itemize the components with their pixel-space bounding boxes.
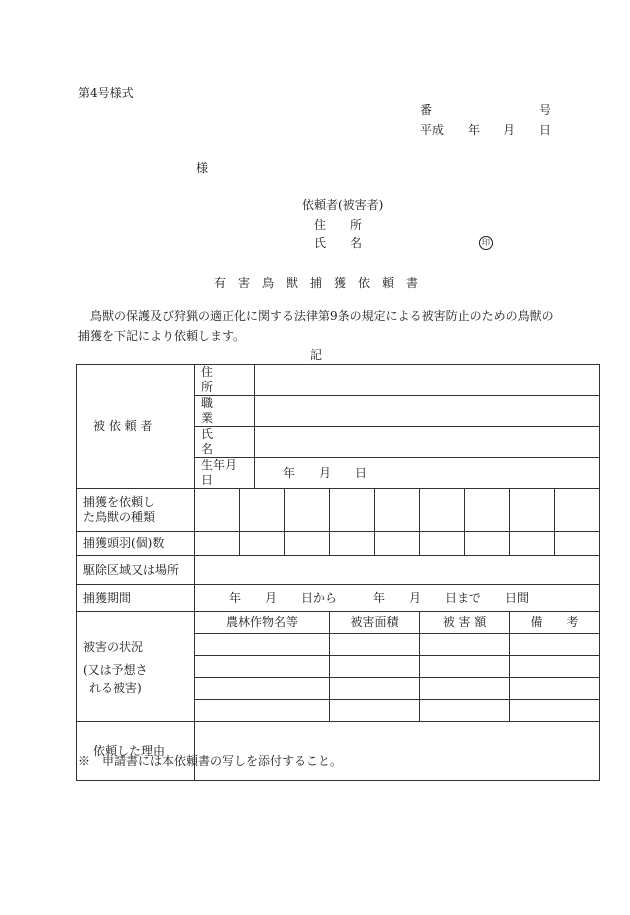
damage-cell[interactable] (330, 634, 420, 656)
requester-address-label: 住 所 (314, 218, 363, 232)
document-title: 有 害 鳥 獣 捕 獲 依 頼 書 (214, 276, 419, 290)
damage-cell[interactable] (195, 656, 330, 678)
document-number-label-start: 番 (420, 103, 433, 117)
damage-cell[interactable] (330, 678, 420, 700)
damage-cell[interactable] (510, 634, 600, 656)
damage-cell[interactable] (420, 656, 510, 678)
birthdate-field[interactable]: 年 月 日 (255, 458, 600, 489)
damage-cell[interactable] (510, 678, 600, 700)
date-day: 日 (539, 123, 552, 137)
date-month: 月 (503, 123, 516, 137)
form-number: 第4号様式 (78, 86, 134, 100)
count-cell[interactable] (375, 532, 420, 556)
species-cell[interactable] (555, 489, 600, 532)
species-cell[interactable] (420, 489, 465, 532)
request-table (76, 364, 600, 781)
attachment-note: ※ 申請書には本依頼書の写しを添付すること。 (78, 754, 343, 768)
species-cell[interactable] (330, 489, 375, 532)
occupation-field[interactable] (255, 396, 600, 427)
damage-cell[interactable] (330, 656, 420, 678)
name-label-cell: 氏 名 (195, 427, 255, 458)
species-cell[interactable] (510, 489, 555, 532)
damage-cell[interactable] (420, 678, 510, 700)
area-field[interactable] (195, 556, 600, 585)
damage-cell[interactable] (510, 656, 600, 678)
reason-field[interactable] (195, 722, 600, 781)
damage-column-amount: 被 害 額 (420, 612, 510, 634)
species-cell[interactable] (285, 489, 330, 532)
count-cell[interactable] (195, 532, 240, 556)
damage-cell[interactable] (195, 634, 330, 656)
damage-cell[interactable] (420, 634, 510, 656)
damage-cell[interactable] (330, 700, 420, 722)
period-label: 捕獲期間 (77, 585, 195, 612)
seal-mark: 印 (479, 236, 493, 250)
damage-label: 被害の状況 (又は予想さ れる被害) (77, 612, 195, 722)
name-field[interactable] (255, 427, 600, 458)
damage-cell[interactable] (510, 700, 600, 722)
requester-section-label: 被 依 頼 者 (77, 365, 195, 489)
species-cell[interactable] (465, 489, 510, 532)
body-paragraph (78, 306, 558, 346)
count-cell[interactable] (285, 532, 330, 556)
species-cell[interactable] (195, 489, 240, 532)
species-label: 捕獲を依頼し た鳥獣の種類 (77, 489, 195, 532)
date-era: 平成 (420, 123, 445, 137)
body-text: 鳥獣の保護及び狩猟の適正化に関する法律第9条の規定による被害防止のための鳥獣の捕獲を下記により依頼します。 (78, 309, 554, 343)
requester-name-label: 氏 名 (314, 236, 363, 250)
date-year: 年 (468, 123, 481, 137)
damage-cell[interactable] (420, 700, 510, 722)
requester-title: 依頼者(被害者) (302, 198, 384, 212)
area-label: 駆除区域又は場所 (77, 556, 195, 585)
count-label: 捕獲頭羽(個)数 (77, 532, 195, 556)
address-field[interactable] (255, 365, 600, 396)
count-cell[interactable] (240, 532, 285, 556)
period-field[interactable]: 年 月 日から 年 月 日まで 日間 (195, 585, 600, 612)
count-cell[interactable] (330, 532, 375, 556)
birthdate-label-cell: 生年月日 (195, 458, 255, 489)
count-cell[interactable] (555, 532, 600, 556)
count-cell[interactable] (465, 532, 510, 556)
species-cell[interactable] (240, 489, 285, 532)
damage-cell[interactable] (195, 700, 330, 722)
document-number-label-end: 号 (539, 103, 552, 117)
species-cell[interactable] (375, 489, 420, 532)
count-cell[interactable] (420, 532, 465, 556)
address-label-cell: 住 所 (195, 365, 255, 396)
addressee-suffix: 様 (196, 161, 209, 175)
damage-column-remarks: 備 考 (510, 612, 600, 634)
ki-label: 記 (310, 348, 323, 362)
damage-column-crop: 農林作物名等 (195, 612, 330, 634)
occupation-label-cell: 職 業 (195, 396, 255, 427)
damage-column-area: 被害面積 (330, 612, 420, 634)
reason-label: 依頼した理由 (77, 722, 195, 781)
damage-cell[interactable] (195, 678, 330, 700)
count-cell[interactable] (510, 532, 555, 556)
